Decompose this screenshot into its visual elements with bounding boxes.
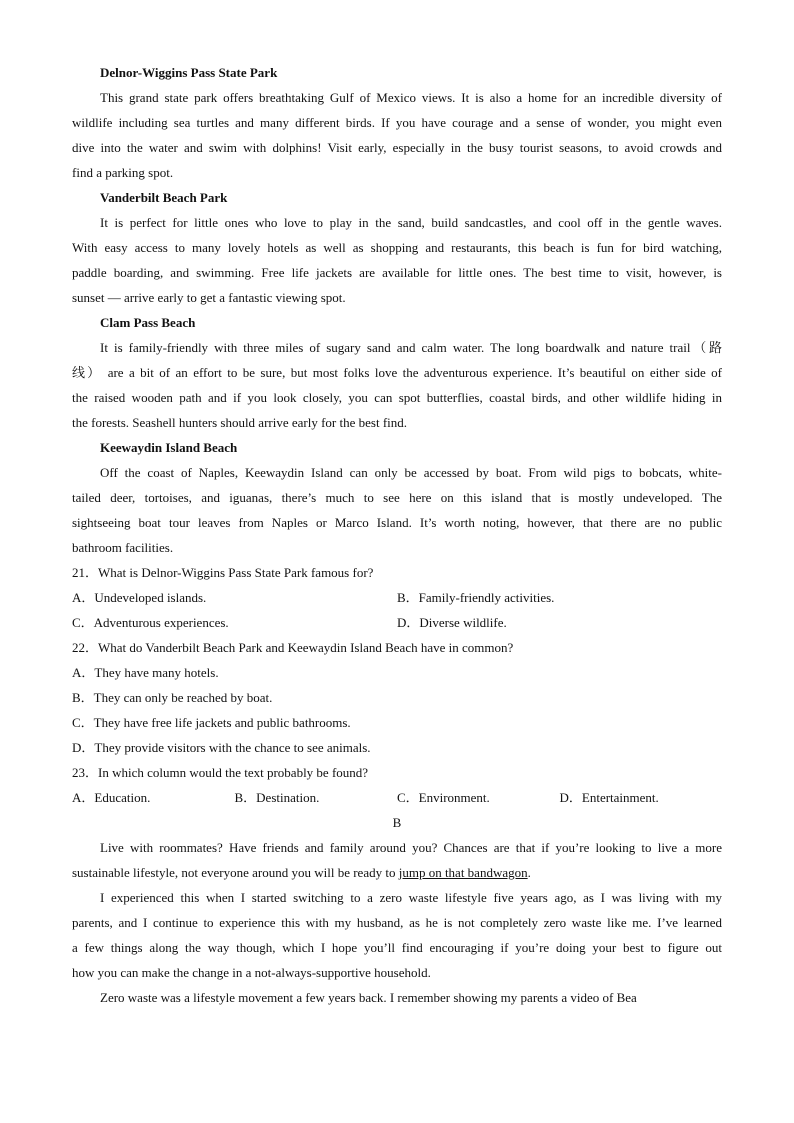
paragraph-line: sightseeing boat tour leaves from Naples or Marco Island. It’s worth noting, however, that there are no public — [72, 515, 722, 530]
paragraph-line: It is perfect for little ones who love to play in the sand, build sandcastles, and cool off in the gentle waves. — [100, 215, 722, 230]
option-row — [72, 610, 722, 635]
option-d: D．Entertainment. — [559, 790, 659, 805]
paragraph-line: Zero waste was a lifestyle movement a few years back. I remember showing my parents a video of Bea — [100, 990, 637, 1005]
underlined-phrase: jump on that bandwagon — [398, 865, 528, 880]
paragraph-text: sustainable lifestyle, not everyone around you will be ready to — [72, 865, 399, 880]
passage-label: B — [392, 815, 402, 830]
paragraph-line: a few things along the way though, which I hope you’ll find encouraging if you’re doing your best to figure out — [72, 940, 722, 955]
option-b: B．Family-friendly activities. — [397, 590, 555, 605]
option-c: C．Environment. — [397, 790, 490, 805]
paragraph-line: This grand state park offers breathtaking Gulf of Mexico views. It is also a home for an incredible diversity of — [100, 90, 722, 105]
paragraph-line: the raised wooden path and if you look closely, you can spot butterflies, coastal birds, and other wildlife hiding in — [72, 390, 722, 405]
option-d: D．They provide visitors with the chance to see animals. — [72, 740, 371, 755]
question-stem: 21．What is Delnor-Wiggins Pass State Park famous for? — [72, 565, 374, 580]
section-title: Clam Pass Beach — [100, 315, 196, 330]
paragraph-line: With easy access to many lovely hotels as well as shopping and restaurants, this beach is fun for bird watching, — [72, 240, 722, 255]
paragraph-line: wildlife including sea turtles and many different birds. If you have courage and a sense of wonder, you might even — [72, 115, 722, 130]
option-c: C．They have free life jackets and public bathrooms. — [72, 715, 351, 730]
section-title: Delnor-Wiggins Pass State Park — [100, 65, 278, 80]
paragraph-line: the forests. Seashell hunters should arrive early for the best find. — [72, 415, 408, 430]
option-d: D．Diverse wildlife. — [397, 615, 507, 630]
question-stem: 23．In which column would the text probably be found? — [72, 765, 369, 780]
option-b: B．They can only be reached by boat. — [72, 690, 273, 705]
paragraph-line: bathroom facilities. — [72, 540, 174, 555]
paragraph-line — [72, 860, 722, 885]
option-c: C．Adventurous experiences. — [72, 615, 229, 630]
paragraph-line: sunset — arrive early to get a fantastic viewing spot. — [72, 290, 346, 305]
paragraph-line: paddle boarding, and swimming. Free life jackets are available for little ones. The best time to visit, however, is — [72, 265, 722, 280]
paragraph-text: . — [527, 865, 531, 880]
paragraph-line: how you can make the change in a not-always-supportive household. — [72, 965, 431, 980]
paragraph-line: Off the coast of Naples, Keewaydin Island can only be accessed by boat. From wild pigs to bobcats, white- — [100, 465, 722, 480]
paragraph-line: parents, and I continue to experience this with my husband, as he is not completely zero waste like me. I’ve learned — [72, 915, 722, 930]
option-b: B．Destination. — [234, 790, 320, 805]
exam-page — [72, 60, 722, 1010]
paragraph-line: It is family-friendly with three miles of sugary sand and calm water. The long boardwalk and nature trail（路 — [100, 340, 722, 355]
paragraph-line: 线） are a bit of an effort to be sure, but most folks love the adventurous experience. It’s beautiful on either side of — [72, 365, 722, 380]
section-title: Keewaydin Island Beach — [100, 440, 238, 455]
option-row — [72, 585, 722, 610]
option-a: A．They have many hotels. — [72, 665, 219, 680]
option-row — [72, 785, 722, 810]
paragraph-line: dive into the water and swim with dolphins! Visit early, especially in the busy tourist seasons, to avoid crowds and — [72, 140, 722, 155]
option-a: A．Undeveloped islands. — [72, 590, 207, 605]
paragraph-line: I experienced this when I started switching to a zero waste lifestyle five years ago, as I was living with my — [100, 890, 722, 905]
paragraph-line: tailed deer, tortoises, and iguanas, there’s much to see here on this island that is mostly undeveloped. The — [72, 490, 722, 505]
option-a: A．Education. — [72, 790, 151, 805]
paragraph-line: Live with roommates? Have friends and family around you? Chances are that if you’re looking to live a more — [100, 840, 722, 855]
section-title: Vanderbilt Beach Park — [100, 190, 228, 205]
paragraph-line: find a parking spot. — [72, 165, 174, 180]
question-stem: 22．What do Vanderbilt Beach Park and Keewaydin Island Beach have in common? — [72, 640, 514, 655]
